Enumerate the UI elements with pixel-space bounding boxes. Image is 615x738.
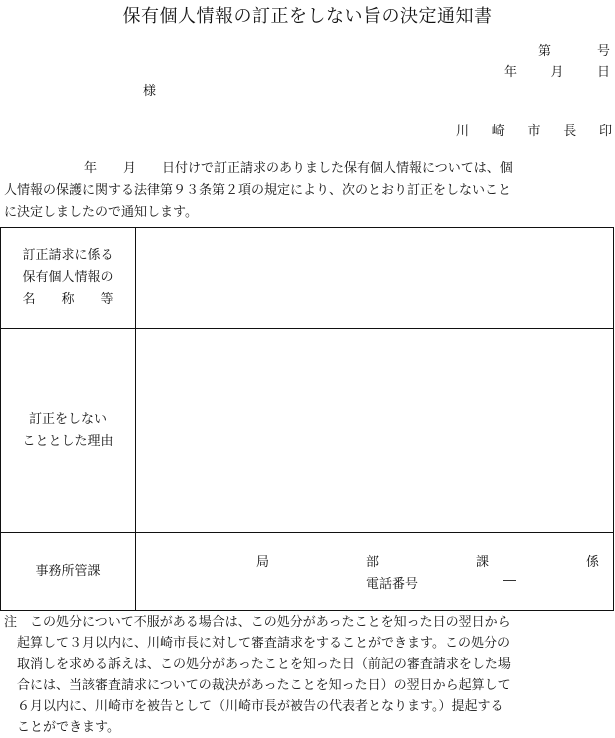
row-office (1, 533, 614, 611)
label-reason (1, 329, 136, 533)
row-record-name (1, 228, 614, 329)
value-reason[interactable] (136, 329, 614, 533)
label-record-name-line-1: 訂正請求に係る (22, 248, 114, 263)
issuer-char-4: 長 (563, 124, 577, 139)
office-phone (366, 573, 516, 592)
notice-body (4, 158, 610, 224)
number-prefix: 第 (538, 44, 552, 59)
date-month: 月 (550, 65, 564, 80)
label-record-name (1, 228, 136, 329)
number-suffix: 号 (596, 44, 610, 59)
label-record-name-line-3: 名 称 等 (22, 292, 114, 307)
office-units (256, 551, 599, 570)
appeal-note-line-5: ６月以内に、川崎市を被告として（川崎市長が被告の代表者となります。）提起する (4, 699, 504, 714)
issuer-char-2: 崎 (491, 124, 505, 139)
date-day: 日 (596, 65, 610, 80)
decision-table (0, 227, 614, 611)
office-phone-label: 電話番号 (366, 577, 419, 592)
value-record-name[interactable] (136, 228, 614, 329)
appeal-note-line-4: 合には、当該審査請求についての裁決があったことを知った日）の翌日から起算して (4, 678, 511, 693)
appeal-note-line-2: 起算して３月以内に、川崎市長に対して審査請求をすることができます。この処分の (4, 636, 510, 651)
label-reason-line-2: こととした理由 (22, 433, 114, 449)
notice-body-line-2: 人情報の保護に関する法律第９３条第２項の規定により、次のとおり訂正をしないこと (4, 183, 512, 198)
row-reason (1, 329, 614, 533)
label-reason-line-1: 訂正をしない (28, 411, 107, 427)
date-year: 年 (504, 65, 518, 80)
issuer-char-3: 市 (527, 124, 541, 139)
label-office: 事務所管課 (1, 533, 136, 611)
appeal-note (4, 612, 612, 738)
seal-mark: 印 (598, 124, 612, 139)
appeal-note-line-1: 注 この処分について不服がある場合は、この処分があったことを知った日の翌日から (4, 615, 511, 630)
document-title: 保有個人情報の訂正をしない旨の決定通知書 (122, 6, 493, 27)
document-date-line (504, 61, 610, 80)
document-number-line (538, 40, 610, 59)
office-phone-dash: ― (503, 573, 516, 588)
notice-body-line-3: に決定しましたので通知します。 (4, 205, 198, 220)
notice-body-line-1: 年 月 日付けで訂正請求のありました保有個人情報については、個 (84, 161, 513, 176)
office-unit-bu: 部 (365, 555, 379, 570)
appeal-note-line-6: ことができます。 (4, 720, 120, 735)
office-unit-kyoku: 局 (256, 555, 270, 570)
office-unit-kakari: 係 (585, 555, 599, 570)
addressee-suffix: 様 (143, 84, 157, 99)
appeal-note-line-3: 取消しを求める訴えは、この処分があったことを知った日（前記の審査請求をした場 (4, 657, 511, 672)
label-record-name-line-2: 保有個人情報の (22, 270, 114, 285)
issuer-char-1: 川 (456, 124, 470, 139)
issuer-line (456, 120, 612, 139)
office-unit-ka: 課 (475, 555, 489, 570)
value-office (136, 533, 614, 611)
